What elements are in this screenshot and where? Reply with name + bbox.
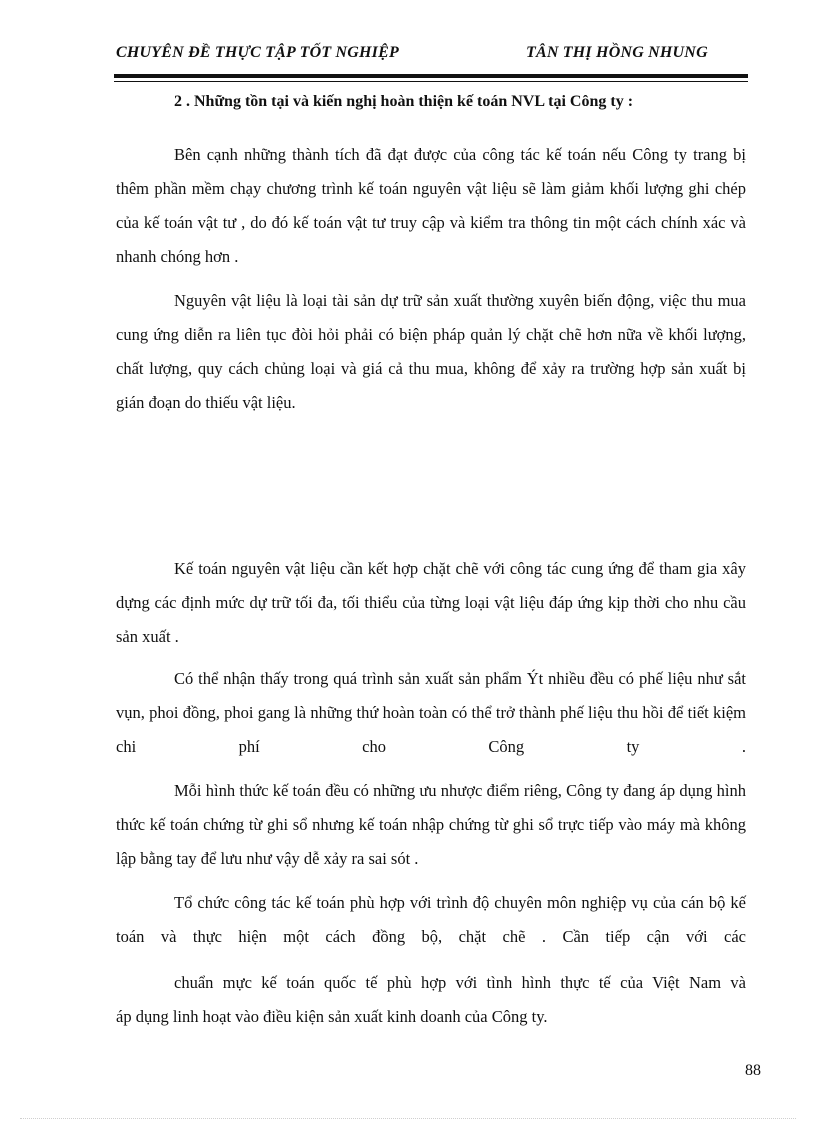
- paragraph-scrap-recovery: Có thể nhận thấy trong quá trình sản xuất sản phẩm Ýt nhiều đều có phế liệu như sắt vụn, phoi đồng, phoi gang là những thứ hoàn toàn có thể trở thành phế liệu thu hồi để tiết kiệm chi phí cho Công ty .: [116, 669, 746, 756]
- paragraph-organization: Tổ chức công tác kế toán phù hợp với trình độ chuyên môn nghiệp vụ của cán bộ kế toán và thực hiện một cách đồng bộ, chặt chẽ . Cần tiếp cận với các: [116, 893, 746, 946]
- paragraph-accounting-forms: Mỗi hình thức kế toán đều có những ưu nhược điểm riêng, Công ty đang áp dụng hình thức kế toán chứng từ ghi sổ nhưng kế toán nhập chứng từ ghi sổ trực tiếp vào máy mà không lập bằng tay để lưu như vậy dễ xảy ra sai sót .: [116, 781, 746, 868]
- header-rule-thin: [114, 81, 748, 82]
- running-header: [116, 44, 746, 70]
- header-author-name: TÂN THỊ HỒNG NHUNG: [526, 44, 708, 61]
- paragraph-line: chuẩn mực kế toán quốc tế phù hợp với tình hình thực tế của Việt Nam và: [174, 973, 746, 992]
- paragraph-line: áp dụng linh hoạt vào điều kiện sản xuất kinh doanh của Công ty.: [116, 1007, 548, 1026]
- paragraph-materials-management: Nguyên vật liệu là loại tài sản dự trữ sản xuất thường xuyên biến động, việc thu mua cung ứng diễn ra liên tục đòi hỏi phải có biện pháp quản lý chặt chẽ hơn nữa về khối lượng, chất lượng, quy cách chủng loại và giá cả thu mua, không để xảy ra trường hợp sản xuất bị gián đoạn do thiếu vật liệu.: [116, 291, 746, 412]
- paragraph-supply-coordination: Kế toán nguyên vật liệu cần kết hợp chặt chẽ với công tác cung ứng để tham gia xây dựng các định mức dự trữ tối đa, tối thiểu của từng loại vật liệu đáp ứng kịp thời cho nhu cầu sản xuất .: [116, 559, 746, 646]
- header-rule-thick: [114, 74, 748, 78]
- page-bottom-border: [20, 1118, 796, 1119]
- page-number: 88: [745, 1062, 761, 1079]
- section-title: 2 . Những tồn tại và kiến nghị hoàn thiện kế toán NVL tại Công ty :: [174, 93, 634, 110]
- header-document-title: CHUYÊN ĐỀ THỰC TẬP TỐT NGHIỆP: [116, 44, 399, 61]
- paragraph-software: Bên cạnh những thành tích đã đạt được của công tác kế toán nếu Công ty trang bị thêm phần mềm chạy chương trình kế toán nguyên vật liệu sẽ làm giảm khối lượng ghi chép của kế toán vật tư , do đó kế toán vật tư truy cập và kiểm tra thông tin một cách chính xác và nhanh chóng hơn .: [116, 145, 746, 266]
- paragraph-international-standards: [116, 966, 746, 1034]
